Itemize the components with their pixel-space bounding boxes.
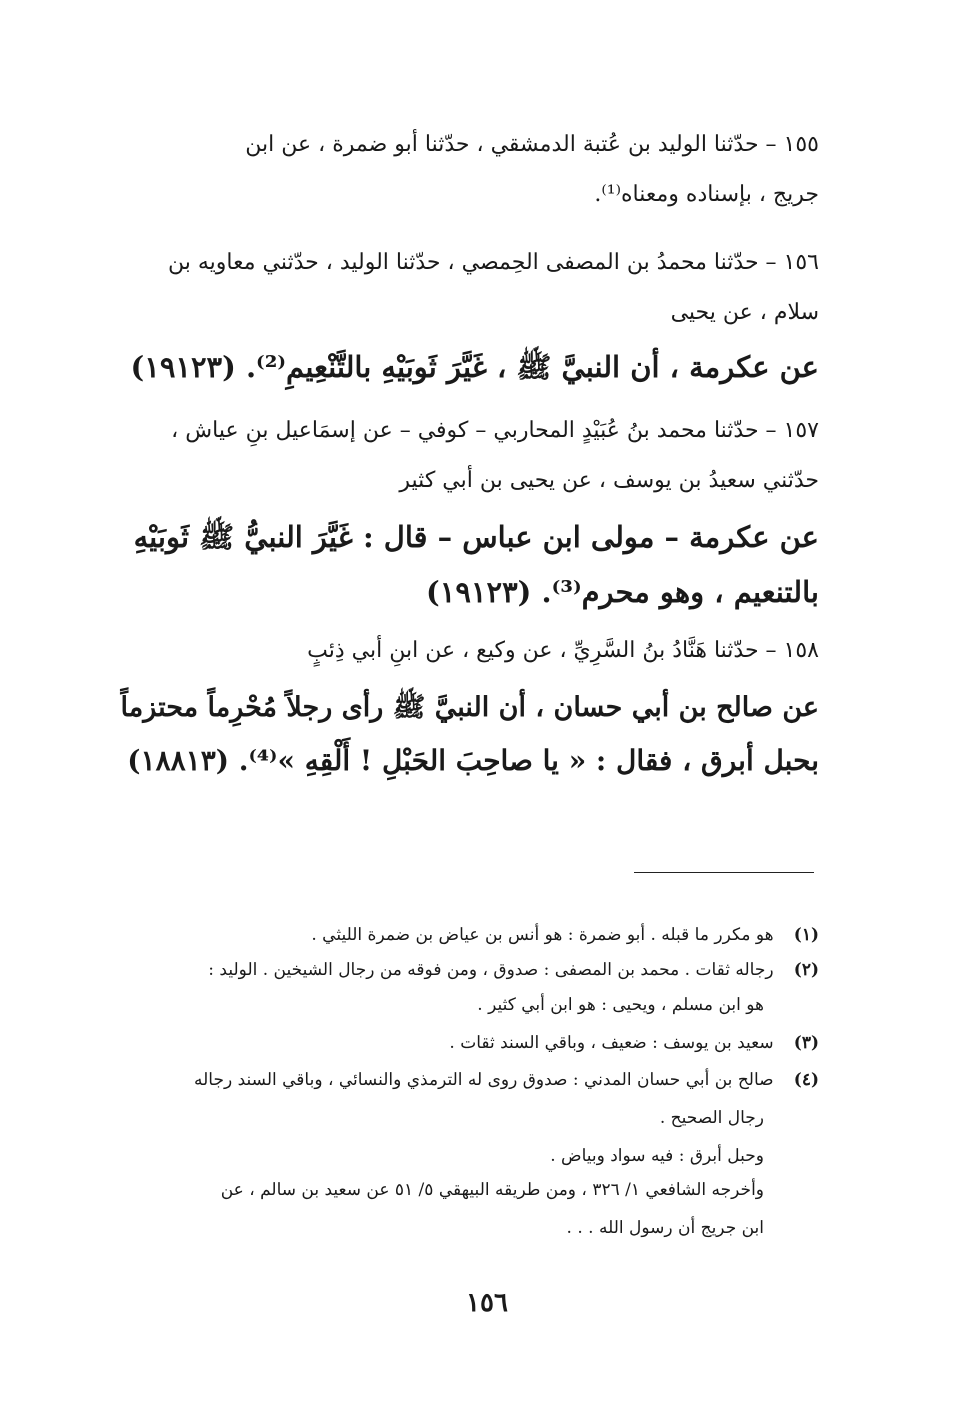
footnote-2-number: (٢) xyxy=(793,960,819,980)
hadith-156-line-2: سلام ، عن يحيى xyxy=(670,300,819,325)
footnote-4-number: (٤) xyxy=(793,1070,819,1090)
footnote-4-text: صالح بن أبي حسان المدني : صدوق روى له الترمذي والنسائي ، وباقي السند رجاله xyxy=(194,1070,774,1090)
footnote-4-continuation-2: وحبل أبرق : فيه سواد وبياض . xyxy=(550,1146,764,1166)
footnote-1-text: هو مكرر ما قبله . أبو ضمرة : هو أنس بن عياض بن ضمرة الليثي . xyxy=(311,925,774,945)
footnote-4-continuation-4: ابن جريج أن رسول الله . . . xyxy=(566,1218,764,1238)
hadith-157-line-1: ١٥٧ – حدّثنا محمد بنُ عُبَيْدٍ المحاربي – كوفي – عن إسمَاعيل بنِ عياش ، xyxy=(171,418,819,443)
hadith-157-matn-line-2: بالتنعيم ، وهو محرم⁽³⁾. (١٩١٢٣) xyxy=(426,575,819,609)
hadith-156-line-1: ١٥٦ – حدّثنا محمدُ بن المصفى الحِمصي ، حدّثنا الوليد ، حدّثني معاويه بن xyxy=(168,250,819,275)
footnote-separator xyxy=(634,872,814,873)
footnote-4-continuation-3: وأخرجه الشافعي ١/ ٣٢٦ ، ومن طريقه البيهقي ٥/ ٥١ عن سعيد بن سالم ، عن xyxy=(220,1180,764,1200)
hadith-158-line-1: ١٥٨ – حدّثنا هَنَّادُ بنُ السَّرِيِّ ، عن وكيع ، عن ابنِ أبي ذِئبٍ xyxy=(307,638,819,663)
footnote-4-continuation-1: رجال الصحيح . xyxy=(659,1108,764,1128)
hadith-156-matn: عن عكرمة ، أن النبيَّ ﷺ ، غَيَّرَ ثَوبَيْهِ بالتَّنْعِيمِ⁽²⁾. (١٩١٢٣) xyxy=(130,350,819,384)
footnote-3 xyxy=(449,1033,819,1053)
footnote-2-text: رجاله ثقات . محمد بن المصفى : صدوق ، ومن فوقه من رجال الشيخين . الوليد : xyxy=(208,960,774,980)
footnote-3-text: سعيد بن يوسف : ضعيف ، وباقي السند ثقات . xyxy=(449,1033,774,1053)
hadith-155-line-1: ١٥٥ – حدّثنا الوليد بن عُتبة الدمشقي ، حدّثنا أبو ضمرة ، عن ابن xyxy=(245,132,819,157)
hadith-158-matn-line-2: بحبل أبرق ، فقال : « يا صاحِبَ الحَبْلِ ! أَلْقِهِ »⁽⁴⁾. (١٨٨١٣) xyxy=(127,744,819,777)
hadith-158-matn-line-1: عن صالح بن أبي حسان ، أن النبيَّ ﷺ رأى رجلاً مُحْرِماً محتزماً xyxy=(120,692,819,723)
footnote-3-number: (٣) xyxy=(793,1033,819,1053)
footnote-2 xyxy=(208,960,819,980)
hadith-155-line-2: جريج ، بإسناده ومعناه⁽¹⁾. xyxy=(594,182,819,207)
page-number: ١٥٦ xyxy=(466,1288,508,1318)
footnote-4 xyxy=(194,1070,819,1090)
hadith-157-line-2: حدّثني سعيدُ بن يوسف ، عن يحيى بن أبي كثير xyxy=(399,468,819,493)
footnote-1 xyxy=(311,925,819,945)
footnote-1-number: (١) xyxy=(793,925,819,945)
footnote-2-continuation: هو ابن مسلم ، ويحيى : هو ابن أبي كثير . xyxy=(477,995,764,1015)
hadith-157-matn-line-1: عن عكرمة – مولى ابن عباس – قال : غَيَّرَ النبيُّ ﷺ ثَوبَيْهِ xyxy=(133,520,819,554)
